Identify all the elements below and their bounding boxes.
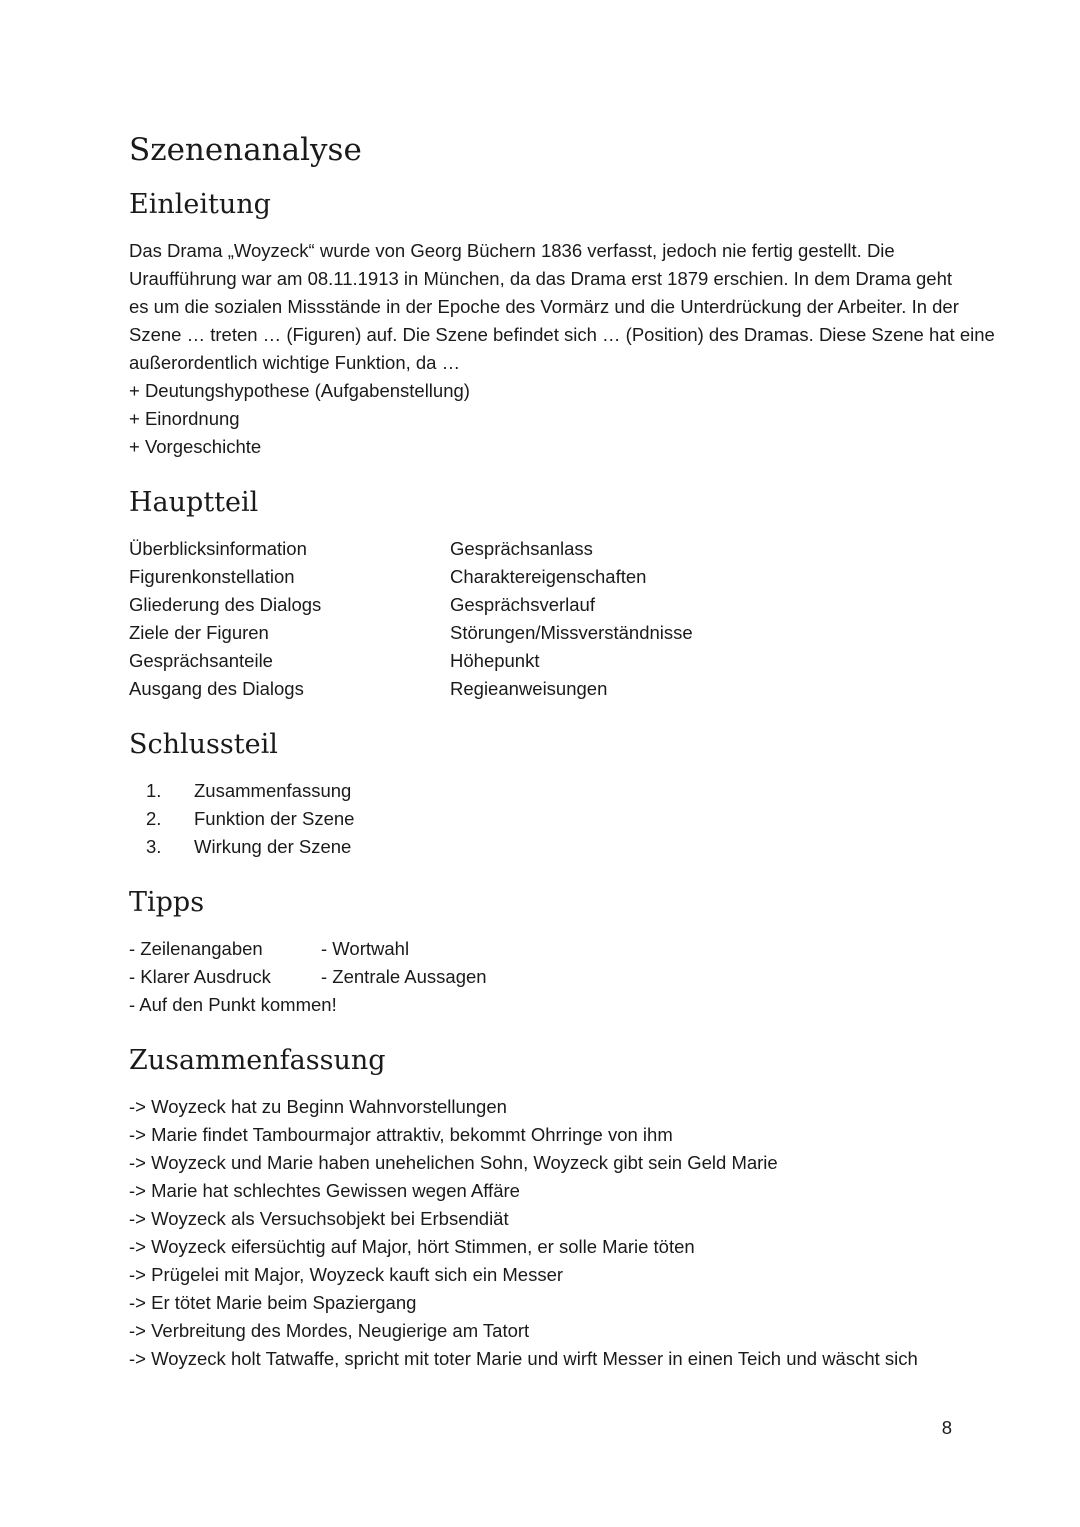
heading-hauptteil: Hauptteil — [129, 487, 259, 518]
summary-line: -> Prügelei mit Major, Woyzeck kauft sich ein Messer — [129, 1264, 564, 1285]
list-item: Gesprächsanlass — [450, 538, 593, 559]
list-item-text: Wirkung der Szene — [194, 836, 352, 857]
tip-item: - Auf den Punkt kommen! — [129, 994, 337, 1015]
summary-line: -> Woyzeck hat zu Beginn Wahnvorstellungen — [129, 1096, 507, 1117]
list-item: Gesprächsanteile — [129, 650, 273, 671]
page-title: Szenenanalyse — [129, 132, 362, 168]
heading-schlussteil: Schlussteil — [129, 729, 278, 760]
heading-tipps: Tipps — [129, 887, 205, 918]
list-item — [129, 777, 959, 805]
einleitung-line: es um die sozialen Missstände in der Epoche des Vormärz und die Unterdrückung der Arbeiter. In der — [129, 296, 959, 317]
summary-line: -> Woyzeck eifersüchtig auf Major, hört Stimmen, er solle Marie töten — [129, 1236, 695, 1257]
list-number: 1. — [146, 780, 162, 801]
hauptteil-left-column — [129, 535, 450, 703]
list-item — [129, 805, 959, 833]
list-item-text: Zusammenfassung — [194, 780, 352, 801]
tip-item: - Klarer Ausdruck — [129, 966, 271, 987]
einleitung-line: Uraufführung war am 08.11.1913 in München, da das Drama erst 1879 erschien. In dem Drama geht — [129, 268, 953, 289]
list-number: 3. — [146, 836, 162, 857]
list-item: Charaktereigenschaften — [450, 566, 647, 587]
list-item: Gesprächsverlauf — [450, 594, 595, 615]
list-item: Störungen/Missverständnisse — [450, 622, 693, 643]
list-item: Figurenkonstellation — [129, 566, 295, 587]
summary-line: -> Woyzeck holt Tatwaffe, spricht mit toter Marie und wirft Messer in einen Teich und wäscht sich — [129, 1348, 918, 1369]
heading-einleitung: Einleitung — [129, 189, 271, 220]
einleitung-addition: + Deutungshypothese (Aufgabenstellung) — [129, 380, 470, 401]
zusammenfassung-list — [129, 1093, 959, 1373]
hauptteil-columns — [129, 535, 959, 703]
einleitung-line: außerordentlich wichtige Funktion, da … — [129, 352, 461, 373]
summary-line: -> Woyzeck und Marie haben unehelichen Sohn, Woyzeck gibt sein Geld Marie — [129, 1152, 778, 1173]
einleitung-addition: + Einordnung — [129, 408, 240, 429]
summary-line: -> Marie findet Tambourmajor attraktiv, bekommt Ohrringe von ihm — [129, 1124, 673, 1145]
list-number: 2. — [146, 808, 162, 829]
summary-line: -> Woyzeck als Versuchsobjekt bei Erbsendiät — [129, 1208, 509, 1229]
list-item: Überblicksinformation — [129, 538, 307, 559]
tips-row — [129, 935, 959, 963]
document-page — [129, 128, 995, 1395]
list-item: Ziele der Figuren — [129, 622, 269, 643]
section-einleitung — [129, 185, 995, 461]
hauptteil-right-column — [450, 535, 850, 703]
section-hauptteil — [129, 483, 959, 703]
section-schlussteil — [129, 725, 959, 861]
einleitung-line: Szene … treten … (Figuren) auf. Die Szene befindet sich … (Position) des Dramas. Diese Szene hat eine — [129, 324, 995, 345]
section-tipps — [129, 883, 959, 1019]
tip-item: - Zentrale Aussagen — [321, 966, 487, 987]
list-item — [129, 833, 959, 861]
section-zusammenfassung — [129, 1041, 959, 1373]
tip-item: - Wortwahl — [321, 938, 410, 959]
heading-zusammenfassung: Zusammenfassung — [129, 1045, 386, 1076]
tips-row — [129, 991, 959, 1019]
summary-line: -> Verbreitung des Mordes, Neugierige am Tatort — [129, 1320, 530, 1341]
list-item: Gliederung des Dialogs — [129, 594, 322, 615]
einleitung-line: Das Drama „Woyzeck“ wurde von Georg Büchern 1836 verfasst, jedoch nie fertig gestellt. Die — [129, 240, 895, 261]
tips-row — [129, 963, 959, 991]
schlussteil-list — [129, 777, 959, 861]
list-item-text: Funktion der Szene — [194, 808, 355, 829]
tip-item: - Zeilenangaben — [129, 938, 263, 959]
summary-line: -> Er tötet Marie beim Spaziergang — [129, 1292, 417, 1313]
einleitung-paragraph — [129, 237, 995, 461]
list-item: Regieanweisungen — [450, 678, 608, 699]
list-item: Höhepunkt — [450, 650, 540, 671]
list-item: Ausgang des Dialogs — [129, 678, 304, 699]
einleitung-addition: + Vorgeschichte — [129, 436, 262, 457]
page-number: 8 — [941, 1417, 952, 1438]
summary-line: -> Marie hat schlechtes Gewissen wegen Affäre — [129, 1180, 520, 1201]
